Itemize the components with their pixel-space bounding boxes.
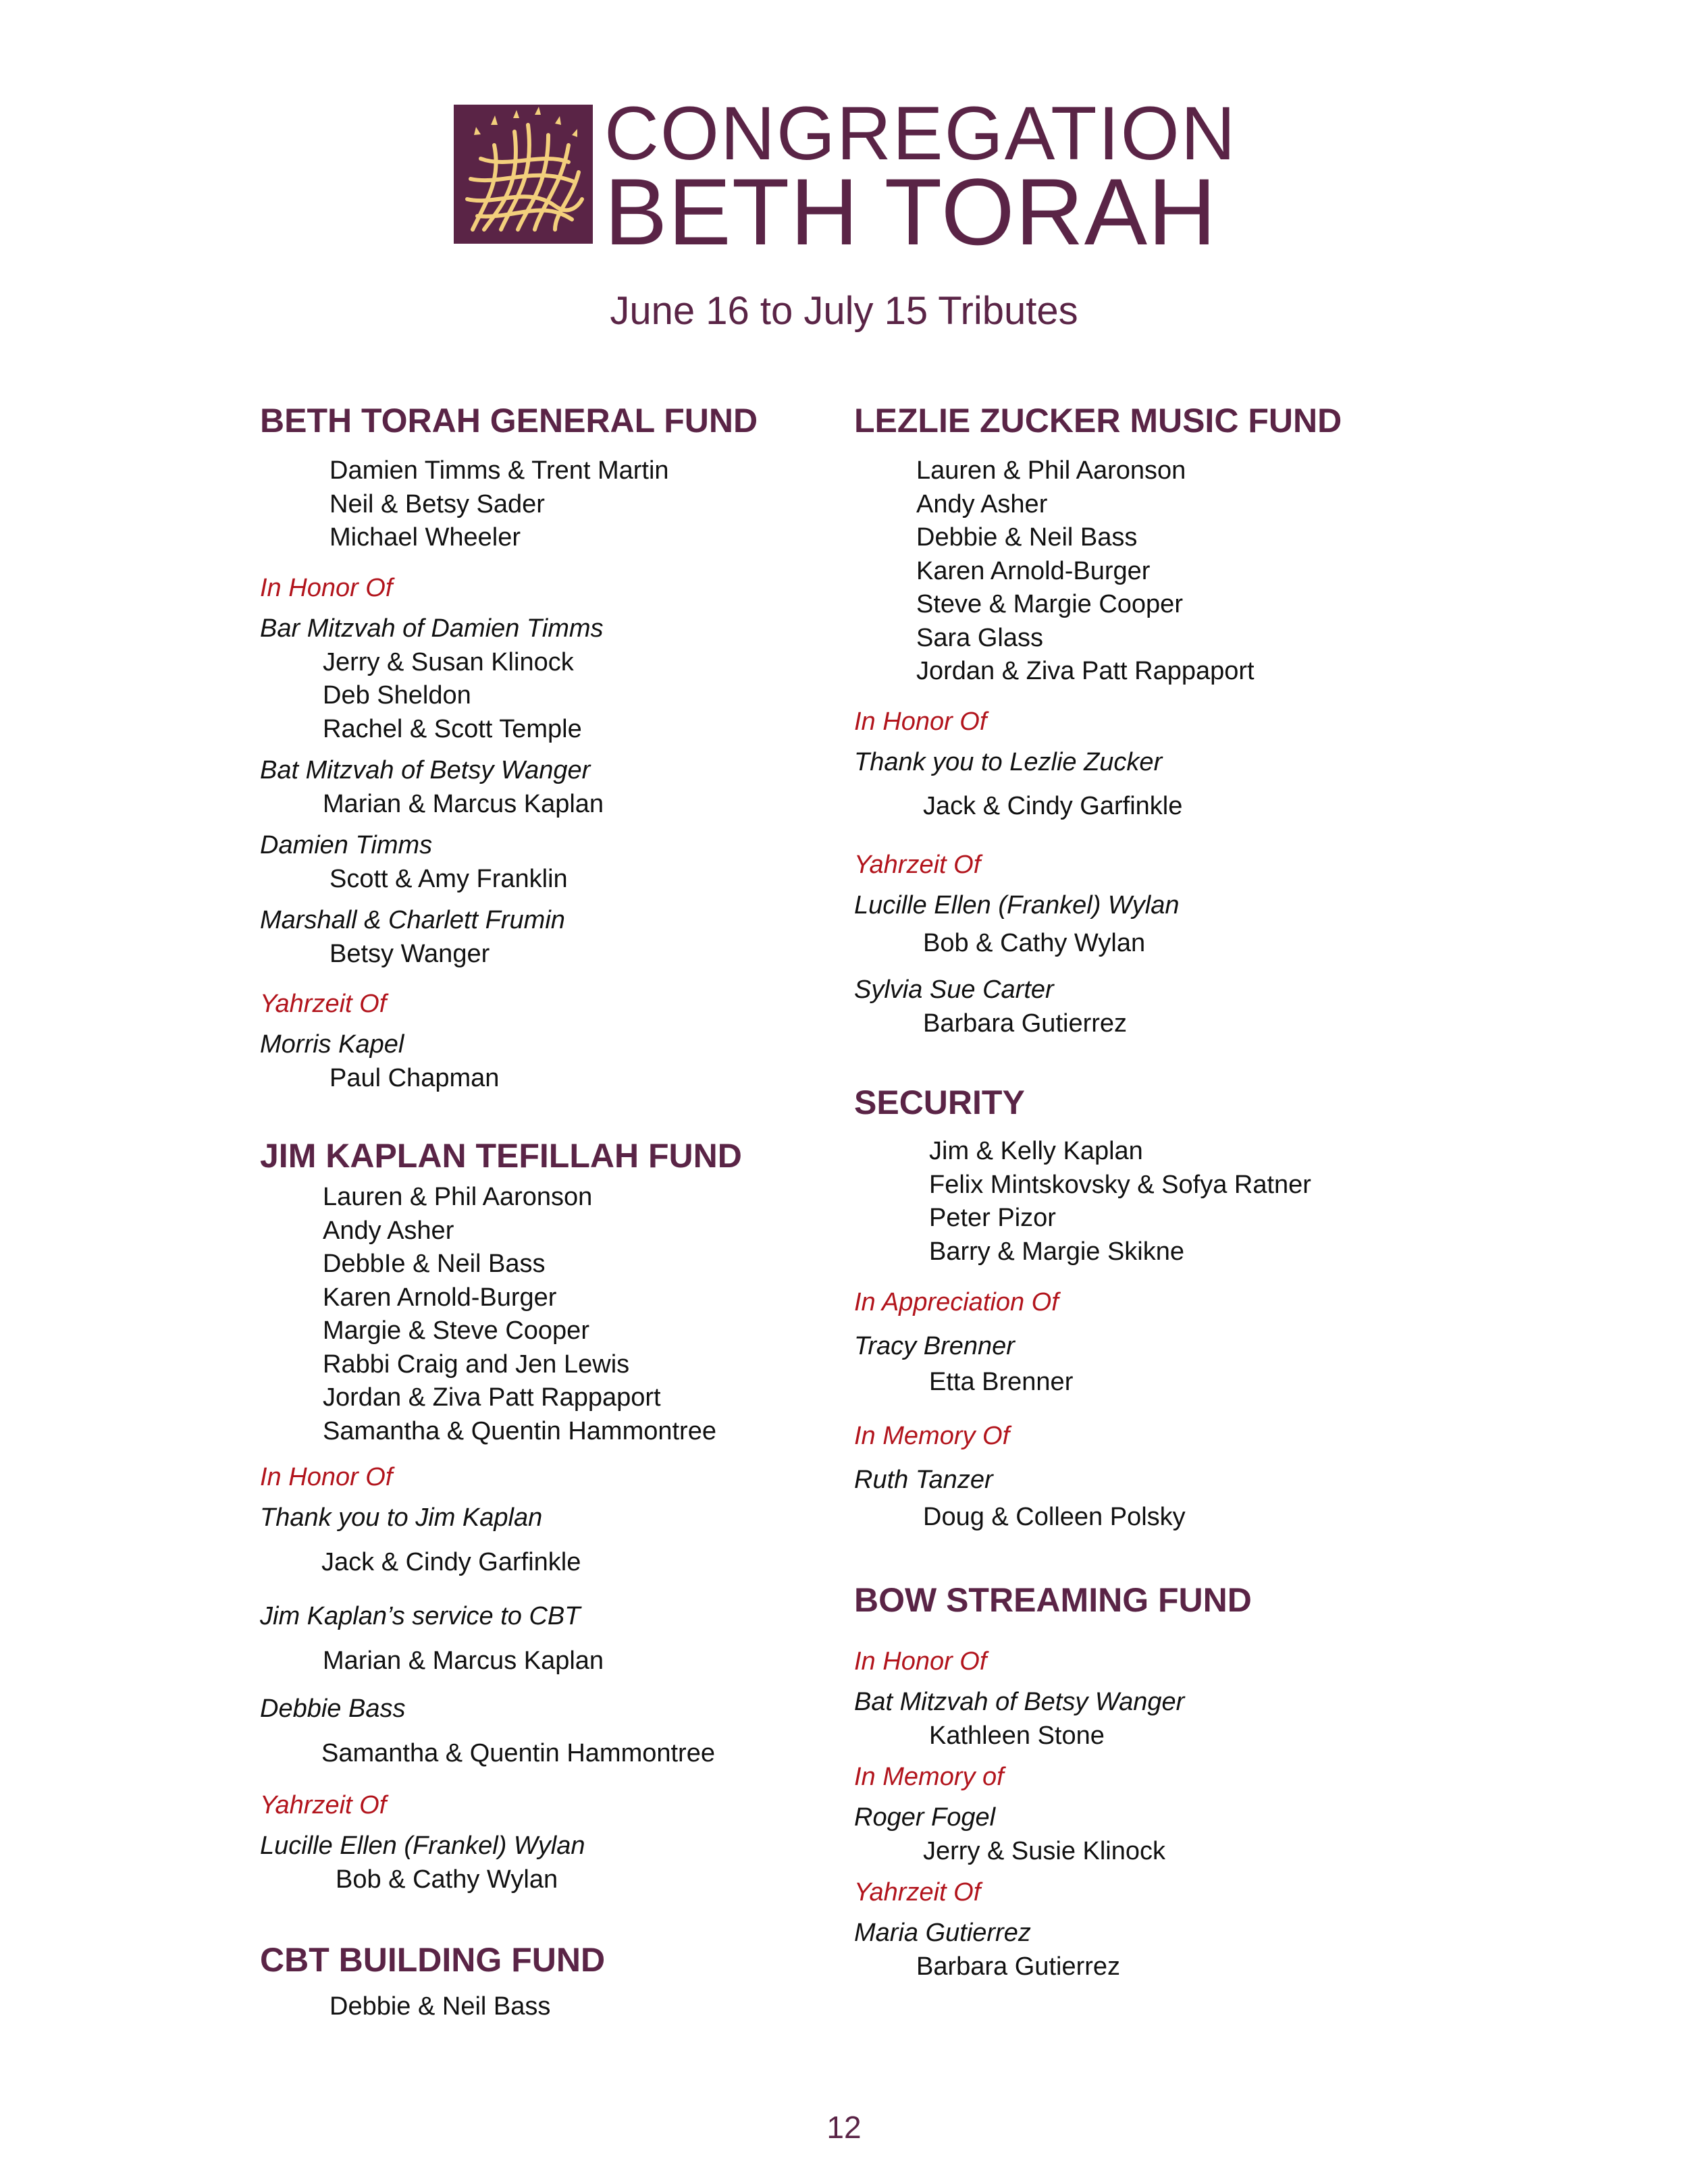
honoree-name: Morris Kapel [260, 1030, 404, 1059]
donor-name: Betsy Wanger [329, 940, 490, 968]
donor-name: Neil & Betsy Sader [329, 490, 545, 518]
fund-heading-general: BETH TORAH GENERAL FUND [260, 402, 758, 440]
category-label-yahrzeit: Yahrzeit Of [854, 851, 981, 879]
donor-name: Rabbi Craig and Jen Lewis [323, 1350, 630, 1379]
donor-name: Bob & Cathy Wylan [923, 929, 1146, 957]
honoree-name: Sylvia Sue Carter [854, 976, 1054, 1004]
logo-mark [454, 105, 593, 244]
donor-name: Barry & Margie Skikne [929, 1237, 1185, 1266]
donor-name: Karen Arnold-Burger [323, 1283, 557, 1312]
fund-heading-streaming: BOW STREAMING FUND [854, 1581, 1252, 1619]
donor-name: Etta Brenner [929, 1368, 1074, 1396]
donor-name: Steve & Margie Cooper [916, 590, 1183, 618]
donor-name: Samantha & Quentin Hammontree [323, 1417, 716, 1445]
category-label-in-honor: In Honor Of [854, 1647, 987, 1676]
category-label-yahrzeit: Yahrzeit Of [260, 1791, 387, 1819]
honoree-name: Ruth Tanzer [854, 1466, 993, 1494]
category-label-in-memory: In Memory Of [854, 1422, 1010, 1450]
fund-heading-building: CBT BUILDING FUND [260, 1941, 606, 1979]
fund-heading-tefillah: JIM KAPLAN TEFILLAH FUND [260, 1137, 742, 1175]
donor-name: Jerry & Susie Klinock [923, 1837, 1166, 1865]
honoree-name: Bar Mitzvah of Damien Timms [260, 614, 604, 643]
donor-name: Marian & Marcus Kaplan [323, 1647, 604, 1675]
donor-name: Bob & Cathy Wylan [336, 1865, 558, 1894]
honoree-name: Thank you to Jim Kaplan [260, 1503, 543, 1532]
honoree-name: Bat Mitzvah of Betsy Wanger [260, 756, 591, 784]
donor-name: Barbara Gutierrez [923, 1009, 1128, 1038]
page-subtitle: June 16 to July 15 Tributes [610, 289, 1078, 333]
logo-text-beth-torah: BETH TORAH [604, 159, 1217, 265]
donor-name: Doug & Colleen Polsky [923, 1503, 1186, 1531]
donor-name: Jordan & Ziva Patt Rappaport [323, 1383, 661, 1412]
donor-name: Margie & Steve Cooper [323, 1316, 589, 1345]
donor-name: Lauren & Phil Aaronson [323, 1183, 593, 1211]
donor-name: Jim & Kelly Kaplan [929, 1137, 1143, 1165]
donor-name: Peter Pizor [929, 1204, 1056, 1232]
donor-name: Jack & Cindy Garfinkle [321, 1548, 581, 1576]
page-number: 12 [826, 2110, 862, 2145]
donor-name: Jordan & Ziva Patt Rappaport [916, 657, 1255, 685]
category-label-in-honor: In Honor Of [260, 1463, 393, 1491]
fund-heading-security: SECURITY [854, 1084, 1025, 1121]
donor-name: Debbie & Neil Bass [916, 523, 1138, 552]
honoree-name: Lucille Ellen (Frankel) Wylan [854, 891, 1180, 920]
donor-name: Michael Wheeler [329, 523, 521, 552]
donor-name: Barbara Gutierrez [916, 1952, 1121, 1981]
donor-name: Felix Mintskovsky & Sofya Ratner [929, 1171, 1311, 1199]
category-label-yahrzeit: Yahrzeit Of [260, 990, 387, 1018]
donor-name: Lauren & Phil Aaronson [916, 456, 1186, 485]
category-label-in-honor: In Honor Of [260, 574, 393, 602]
donor-name: Marian & Marcus Kaplan [323, 790, 604, 818]
donor-name: Jack & Cindy Garfinkle [923, 792, 1183, 820]
donor-name: Damien Timms & Trent Martin [329, 456, 669, 485]
donor-name: Scott & Amy Franklin [329, 865, 568, 893]
category-label-in-appreciation: In Appreciation Of [854, 1288, 1059, 1316]
logo-text-congregation: CONGREGATION [604, 91, 1237, 176]
category-label-in-memory: In Memory of [854, 1763, 1004, 1791]
honoree-name: Lucille Ellen (Frankel) Wylan [260, 1832, 585, 1860]
fund-heading-music: LEZLIE ZUCKER MUSIC FUND [854, 402, 1342, 440]
honoree-name: Maria Gutierrez [854, 1919, 1031, 1947]
donor-name: Andy Asher [323, 1217, 454, 1245]
donor-name: Deb Sheldon [323, 681, 471, 710]
honoree-name: Marshall & Charlett Frumin [260, 906, 565, 934]
donor-name: Debbie & Neil Bass [329, 1992, 551, 2021]
honoree-name: Bat Mitzvah of Betsy Wanger [854, 1688, 1185, 1716]
category-label-yahrzeit: Yahrzeit Of [854, 1878, 981, 1907]
honoree-name: Roger Fogel [854, 1803, 996, 1832]
donor-name: Samantha & Quentin Hammontree [321, 1739, 715, 1767]
honoree-name: Jim Kaplan’s service to CBT [260, 1602, 581, 1630]
burning-bush-icon [454, 105, 593, 244]
donor-name: Kathleen Stone [929, 1722, 1105, 1750]
donor-name: DebbIe & Neil Bass [323, 1250, 546, 1278]
honoree-name: Debbie Bass [260, 1695, 406, 1723]
donor-name: Karen Arnold-Burger [916, 557, 1151, 585]
donor-name: Andy Asher [916, 490, 1048, 518]
donor-name: Rachel & Scott Temple [323, 715, 582, 743]
donor-name: Sara Glass [916, 624, 1043, 652]
honoree-name: Damien Timms [260, 831, 433, 859]
donor-name: Jerry & Susan Klinock [323, 648, 574, 676]
honoree-name: Thank you to Lezlie Zucker [854, 748, 1163, 776]
category-label-in-honor: In Honor Of [854, 708, 987, 736]
donor-name: Paul Chapman [329, 1064, 500, 1092]
honoree-name: Tracy Brenner [854, 1332, 1015, 1360]
